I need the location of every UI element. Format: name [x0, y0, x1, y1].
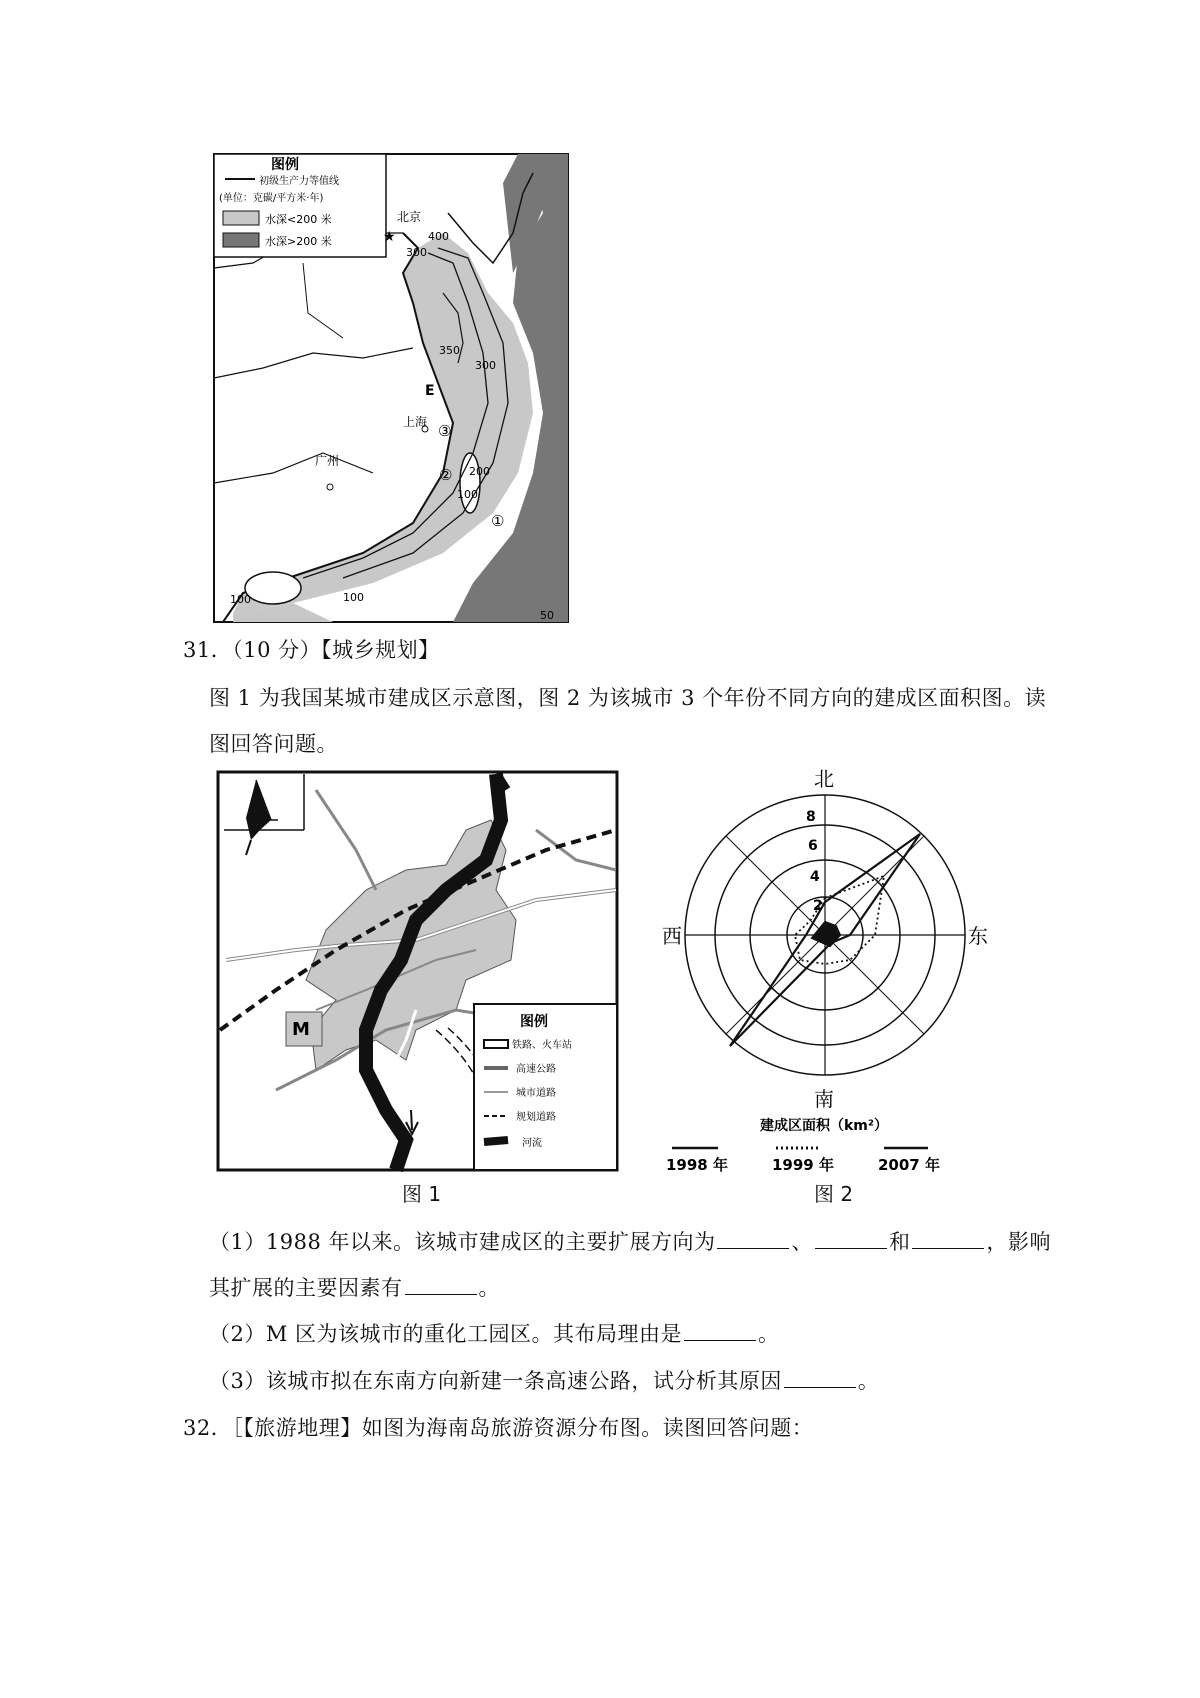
- iso-label: 50: [540, 609, 554, 622]
- q31-intro-line2: 图回答问题。: [209, 732, 338, 756]
- answer-blank[interactable]: [717, 1228, 789, 1249]
- direction-north: 北: [814, 768, 834, 791]
- q31-sub1-text: （1）1988 年以来。该城市建成区的主要扩展方向为: [209, 1230, 716, 1254]
- iso-label: 100: [457, 488, 478, 501]
- map1-legend-deep: 水深>200 米: [265, 235, 332, 248]
- answer-blank[interactable]: [405, 1274, 477, 1295]
- city-beijing-label: 北京: [397, 210, 422, 224]
- q31-sub1-tail: ，影响: [986, 1230, 1051, 1254]
- iso-label: 100: [343, 591, 364, 604]
- q32-text: 32．［【旅游地理】如图为海南岛旅游资源分布图。读图回答问题：: [183, 1416, 814, 1440]
- circled-1-label: ①: [491, 512, 505, 530]
- map1-legend-line: 初级生产力等值线: [259, 176, 339, 187]
- q31-sub2: [209, 1318, 780, 1350]
- fig1-legend-title: 图例: [520, 1014, 548, 1030]
- iso-label: 300: [406, 246, 427, 259]
- iso-label: 300: [475, 359, 496, 372]
- figure1-city-map: [216, 770, 619, 1172]
- zone-m-label: M: [292, 1019, 310, 1040]
- separator: 、: [791, 1230, 813, 1254]
- coastal-productivity-map: [213, 153, 569, 623]
- iso-label: 200: [469, 465, 490, 478]
- legend-year: 2007 年: [878, 1156, 940, 1172]
- legend-year: 1999 年: [772, 1156, 834, 1172]
- fig1-legend-item: 城市道路: [516, 1088, 556, 1099]
- answer-blank[interactable]: [912, 1228, 984, 1249]
- figure1-caption: 图 1: [402, 1182, 442, 1206]
- map1-legend-shallow: 水深<200 米: [265, 213, 332, 226]
- tick-label: 2: [813, 898, 823, 914]
- city-guangzhou-label: 广州: [315, 454, 340, 468]
- q31-sub1-line2-text: 其扩展的主要因素有: [209, 1276, 403, 1300]
- fig1-legend-item: 铁路、火车站: [512, 1040, 572, 1051]
- legend-year: 1998 年: [666, 1156, 728, 1172]
- tick-label: 6: [808, 838, 818, 854]
- fig1-legend-item: 河流: [522, 1138, 542, 1149]
- figure2-radar-chart: [660, 768, 1040, 1172]
- figure1-svg: [216, 770, 619, 1172]
- q31-intro-line1: 图 1 为我国某城市建成区示意图，图 2 为该城市 3 个年份不同方向的建成区面积图。读: [209, 686, 1047, 710]
- river-legend-icon: [484, 1140, 508, 1142]
- period: 。: [857, 1369, 880, 1393]
- period: 。: [758, 1322, 780, 1346]
- q31-sub1-line1: [209, 1226, 1051, 1258]
- railway-legend-icon: [484, 1040, 508, 1048]
- flow-arrow-icon: [411, 1110, 412, 1130]
- figure2-svg: [660, 768, 1040, 1172]
- map1-legend-unit: (单位：克碳/平方米·年): [219, 193, 324, 204]
- q31-sub3: [209, 1365, 879, 1397]
- coastal-map-svg: [213, 153, 569, 623]
- q31-sub2-text: （2）M 区为该城市的重化工园区。其布局理由是: [209, 1322, 683, 1346]
- circled-2-label: ②: [439, 466, 453, 484]
- map1-legend-title: 图例: [271, 157, 299, 173]
- q31-heading: 31．（10 分）【城乡规划】: [183, 638, 440, 662]
- iso-label: 350: [439, 344, 460, 357]
- q31-sub3-text: （3）该城市拟在东南方向新建一条高速公路，试分析其原因: [209, 1369, 782, 1393]
- city-shanghai-label: 上海: [403, 415, 428, 429]
- iso-label: 400: [428, 230, 449, 243]
- period: 。: [478, 1276, 500, 1300]
- answer-blank[interactable]: [784, 1367, 856, 1388]
- circled-3-label: ③: [438, 422, 452, 440]
- direction-west: 西: [662, 924, 682, 948]
- separator: 和: [888, 1230, 911, 1254]
- fig1-legend-item: 规划道路: [516, 1112, 556, 1123]
- direction-east: 东: [968, 924, 988, 948]
- answer-blank[interactable]: [684, 1320, 756, 1341]
- tick-label: 8: [806, 809, 816, 825]
- point-e-label: E: [425, 383, 435, 399]
- answer-blank[interactable]: [815, 1228, 887, 1249]
- figure2-caption: 图 2: [814, 1182, 854, 1206]
- iso-label: 100: [230, 593, 251, 606]
- tick-label: 4: [810, 869, 820, 885]
- direction-south: 南: [814, 1087, 834, 1111]
- fig2-subtitle: 建成区面积（km²）: [760, 1118, 889, 1134]
- beijing-star-icon: ★: [383, 229, 396, 245]
- q31-sub1-line2: [209, 1272, 500, 1304]
- fig1-legend-item: 高速公路: [516, 1064, 556, 1075]
